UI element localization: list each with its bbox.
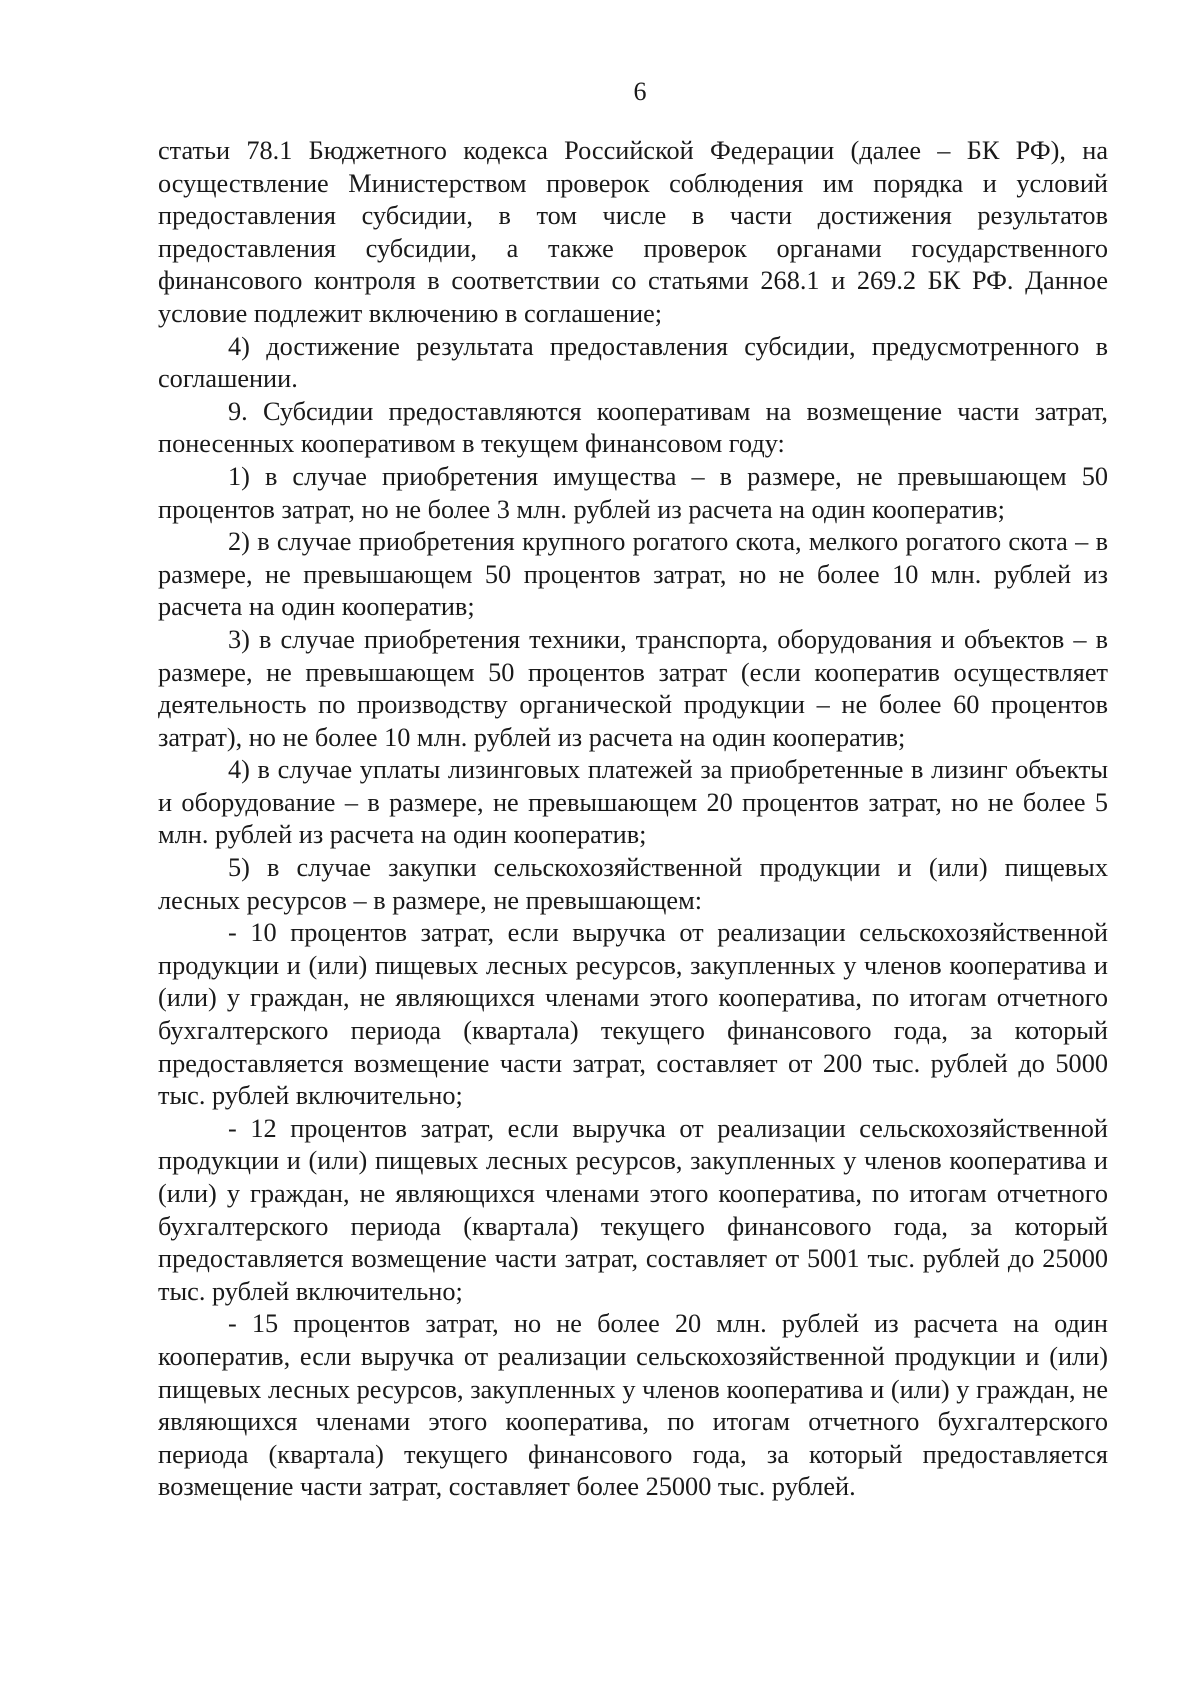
page-number: 6: [633, 77, 647, 106]
bullet-15-percent: - 15 процентов затрат, но не более 20 млн. рублей из расчета на один кооператив, если выручка от реализации сельскохозяйственной продукции и (или) пищевых лесных ресурсов, закупленных у членов кооператива и (или) у граждан, не являющихся членами этого кооператива, по итогам отчетного бухгалтерского периода (квартала) текущего финансового года, за который предоставляется возмещение части затрат, составляет более 25000 тыс. рублей.: [158, 1309, 1108, 1502]
paragraph-continuation: статьи 78.1 Бюджетного кодекса Российской Федерации (далее – БК РФ), на осуществление Министерством проверок соблюдения им порядка и условий предоставления субсидии, в том числе в части достижения результатов предоставления субсидии, а также проверок органами государственного финансового контроля в соответствии со статьями 268.1 и 269.2 БК РФ. Данное условие подлежит включению в соглашение;: [158, 136, 1108, 328]
paragraph-item-5: 5) в случае закупки сельскохозяйственной продукции и (или) пищевых лесных ресурсов – в размере, не превышающем:: [158, 853, 1108, 915]
paragraph-item-3: 3) в случае приобретения техники, транспорта, оборудования и объектов – в размере, не превышающем 50 процентов затрат (если кооператив осуществляет деятельность по производству органической продукции – не более 60 процентов затрат), но не более 10 млн. рублей из расчета на один кооператив;: [158, 624, 1108, 752]
paragraph-item-4: 4) достижение результата предоставления субсидии, предусмотренного в соглашении.: [158, 331, 1108, 394]
paragraph-item-4-leasing: 4) в случае уплаты лизинговых платежей за приобретенные в лизинг объекты и оборудование – в размере, не превышающем 20 процентов затрат, но не более 5 млн. рублей из расчета на один кооператив;: [158, 755, 1108, 850]
document-body: [158, 135, 1108, 1504]
bullet-10-percent: - 10 процентов затрат, если выручка от реализации сельскохозяйственной продукции и (или) пищевых лесных ресурсов, закупленных у членов кооператива и (или) у граждан, не являющихся членами этого кооператива, по итогам отчетного бухгалтерского периода (квартала) текущего финансового года, за который предоставляется возмещение части затрат, составляет от 200 тыс. рублей до 5000 тыс. рублей включительно;: [158, 918, 1108, 1111]
paragraph-item-2: 2) в случае приобретения крупного рогатого скота, мелкого рогатого скота – в размере, не превышающем 50 процентов затрат, но не более 10 млн. рублей из расчета на один кооператив;: [158, 527, 1108, 622]
paragraph-item-1: 1) в случае приобретения имущества – в размере, не превышающем 50 процентов затрат, но не более 3 млн. рублей из расчета на один кооператив;: [158, 461, 1108, 524]
paragraph-section-9: 9. Субсидии предоставляются кооперативам на возмещение части затрат, понесенных кооперативом в текущем финансовом году:: [158, 396, 1108, 459]
bullet-12-percent: - 12 процентов затрат, если выручка от реализации сельскохозяйственной продукции и (или) пищевых лесных ресурсов, закупленных у членов кооператива и (или) у граждан, не являющихся членами этого кооператива, по итогам отчетного бухгалтерского периода (квартала) текущего финансового года, за который предоставляется возмещение части затрат, составляет от 5001 тыс. рублей до 25000 тыс. рублей включительно;: [158, 1113, 1108, 1306]
